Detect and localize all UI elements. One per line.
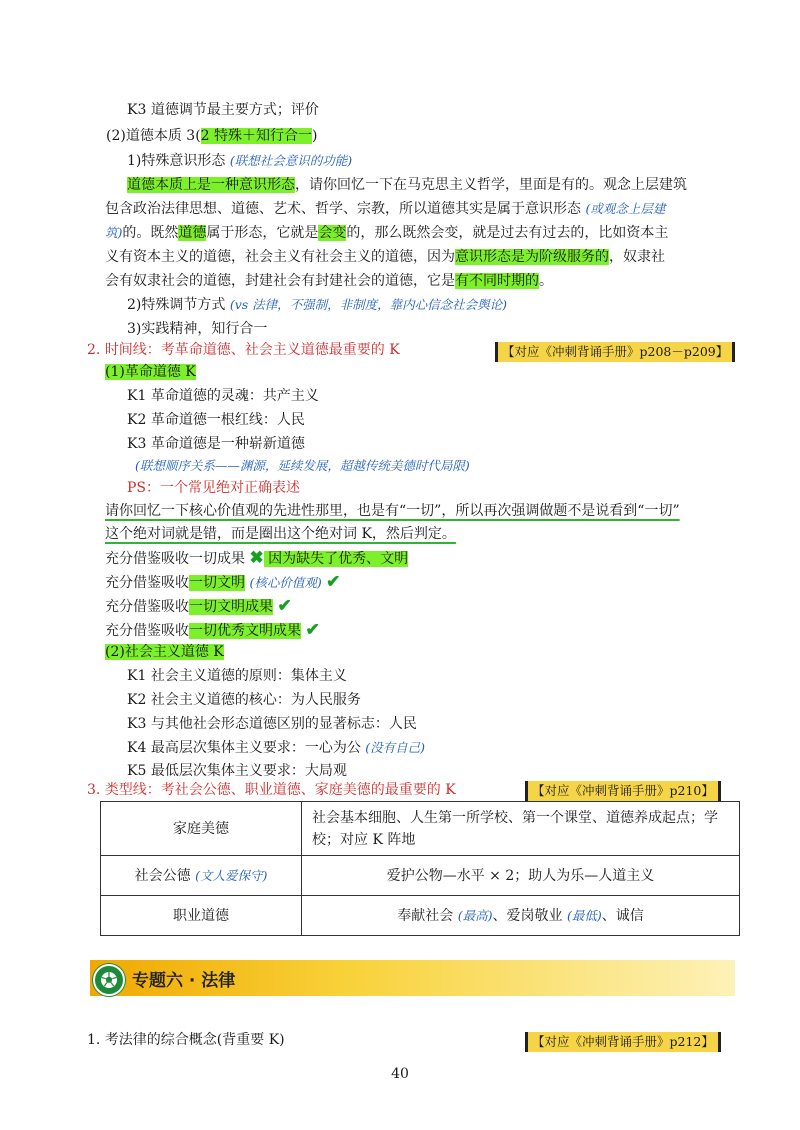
- para1-note-c: 筑): [105, 225, 123, 240]
- essence-line: [106, 125, 317, 147]
- revolution-k1: K1 革命道德的灵魂：共产主义: [127, 388, 319, 404]
- example-4: [105, 619, 320, 642]
- ps-line: PS：一个常见绝对正确表述: [127, 480, 301, 496]
- para1-highlight-a: 道德本质上是一种意识形态: [127, 177, 295, 193]
- table-row: [101, 896, 740, 936]
- example-4-highlight: 一切优秀文明成果: [189, 623, 301, 639]
- revolution-title: (1)革命道德 K: [105, 364, 196, 380]
- para1-note-b: (或观念上层建: [585, 201, 666, 216]
- section2-title: 时间线：考革命道德、社会主义道德最重要的 K: [104, 342, 400, 358]
- k3-regulate-line: K3 道德调节最主要方式；评价: [127, 102, 319, 118]
- section2-heading: [87, 339, 400, 361]
- special-regulate-line: [127, 294, 507, 316]
- section3-ref-tag: 【对应《冲刺背诵手册》p210】: [525, 781, 721, 801]
- example-3: [105, 595, 292, 618]
- table-cell: 职业道德: [101, 896, 302, 936]
- example-3-highlight: 一切文明成果: [189, 599, 273, 615]
- section2-ref-tag: 【对应《冲刺背诵手册》p208－p209】: [495, 342, 735, 362]
- special-ideology-line: [127, 150, 352, 172]
- example-1-highlight: 因为缺失了优秀、文明: [263, 551, 409, 567]
- law-item-1-ref-tag: 【对应《冲刺背诵手册》p212】: [525, 1032, 721, 1052]
- example-1-text: 充分借鉴吸收一切成果: [105, 551, 245, 567]
- table-cell: [101, 856, 302, 896]
- para1-line-e: [105, 270, 553, 292]
- para1-e-post: 。: [539, 273, 553, 289]
- example-4-text: 充分借鉴吸收: [105, 623, 189, 639]
- topic-banner: [90, 960, 735, 996]
- table-cell: 社会基本细胞、人生第一所学校、第一个课堂、道德养成起点；学校；对应 K 阵地: [302, 802, 740, 856]
- page-number: 40: [391, 1066, 409, 1082]
- table-cell-text: 社会公德: [134, 867, 191, 884]
- table-cell-note: (最低): [566, 907, 602, 923]
- topic-banner-title: 专题六 · 法律: [132, 971, 236, 991]
- socialist-title: (2)社会主义道德 K: [105, 644, 224, 660]
- example-3-text: 充分借鉴吸收: [105, 599, 189, 615]
- para1-text-a: ，请你回忆一下在马克思主义哲学，里面是有的。观念上层建筑: [295, 177, 687, 193]
- para1-line-d: [105, 246, 665, 268]
- para1-c-mid: 属于形态，它就是: [206, 225, 319, 241]
- socialist-k2: K2 社会主义道德的核心：为人民服务: [127, 692, 361, 708]
- soccer-ball-icon: [93, 964, 125, 996]
- revolution-k3: K3 革命道德是一种崭新道德: [127, 436, 305, 452]
- para1-line-a: [127, 174, 687, 196]
- section3-title: 类型线：考社会公德、职业道德、家庭美德的最重要的 K: [104, 782, 456, 798]
- socialist-k4: [127, 737, 425, 759]
- special-ideology: 1)特殊意识形态: [127, 153, 226, 169]
- para1-line-c: [105, 222, 668, 244]
- socialist-title-line: [105, 641, 224, 663]
- para1-c-highlight2: 会变: [318, 225, 347, 241]
- para1-e-pre: 会有奴隶社会的道德，封建社会有封建社会的道德，它是: [105, 273, 455, 289]
- table-cell-note: (最高): [457, 907, 493, 923]
- socialist-k4-text: K4 最高层次集体主义要求：一心为公: [127, 740, 361, 756]
- example-2: [105, 571, 340, 594]
- table-cell: 家庭美德: [101, 802, 302, 856]
- special-ideology-note: (联想社会意识的功能): [229, 153, 353, 168]
- example-2-note: (核心价值观): [249, 575, 322, 590]
- socialist-k5: K5 最低层次集体主义要求：大局观: [127, 763, 347, 779]
- table-cell-note: (文人爱保守): [195, 867, 268, 883]
- para1-d-highlight: 意识形态是为阶级服务的: [455, 249, 609, 265]
- special-regulate-note: (vs 法律，不强制，非制度，靠内心信念社会舆论): [229, 297, 508, 312]
- example-2-highlight: 一切文明: [189, 575, 245, 591]
- cross-icon: ✖: [249, 548, 264, 568]
- para1-e-highlight: 有不同时期的: [455, 273, 539, 289]
- table-row: [101, 856, 740, 896]
- para1-c-highlight1: 道德: [178, 225, 207, 241]
- revolution-k2: K2 革命道德一根红线：人民: [127, 412, 305, 428]
- check-icon: ✔: [305, 620, 320, 640]
- section3-number: 3.: [87, 782, 101, 798]
- practice-line: 3)实践精神，知行合一: [127, 321, 268, 337]
- table-cell-text: 、爱岗敬业: [492, 907, 563, 924]
- revolution-note: (联想顺序关系——渊源，延续发展，超越传统美德时代局限): [135, 458, 470, 473]
- para1-c-post: 的，那么既然会变，就是过去有过去的，比如资本主: [346, 225, 669, 241]
- example-1: [105, 547, 408, 570]
- para1-line-b: [105, 198, 665, 220]
- para1-c-pre: 的。既然: [122, 225, 179, 241]
- check-icon: ✔: [277, 596, 292, 616]
- morality-types-table: [100, 801, 740, 936]
- section2-number: 2.: [87, 342, 101, 358]
- law-item-1: 1. 考法律的综合概念(背重要 K): [87, 1032, 285, 1048]
- para1-text-b: 包含政治法律思想、道德、艺术、哲学、宗教，所以道德其实是属于意识形态: [105, 201, 581, 217]
- socialist-k1: K1 社会主义道德的原则：集体主义: [127, 668, 347, 684]
- table-cell-text: 、诚信: [601, 907, 644, 924]
- section3-heading: [87, 779, 456, 801]
- essence-highlight: 2 特殊＋知行合一: [200, 128, 313, 144]
- table-cell-text: 奉献社会: [397, 907, 454, 924]
- special-regulate: 2)特殊调节方式: [127, 297, 226, 313]
- para1-d-post: ，奴隶社: [609, 249, 665, 265]
- table-row: [101, 802, 740, 856]
- example-2-text: 充分借鉴吸收: [105, 575, 189, 591]
- essence-post: ): [312, 128, 318, 144]
- recall-line-a: 请你回忆一下核心价值观的先进性那里，也是有“一切”，所以再次强调做题不是说看到“一切”: [105, 503, 680, 519]
- essence-pre: (2)道德本质 3(: [106, 128, 201, 144]
- table-cell: [302, 896, 740, 936]
- revolution-title-line: [105, 361, 196, 383]
- check-icon: ✔: [326, 572, 341, 592]
- para1-d-pre: 义有资本主义的道德，社会主义有社会主义的道德，因为: [105, 249, 455, 265]
- socialist-k4-note: (没有自己): [365, 740, 426, 755]
- socialist-k3: K3 与其他社会形态道德区别的显著标志：人民: [127, 716, 417, 732]
- table-cell: 爱护公物—水平 × 2；助人为乐—人道主义: [302, 856, 740, 896]
- recall-line-b: 这个绝对词就是错，而是圈出这个绝对词 K，然后判定。: [105, 526, 456, 542]
